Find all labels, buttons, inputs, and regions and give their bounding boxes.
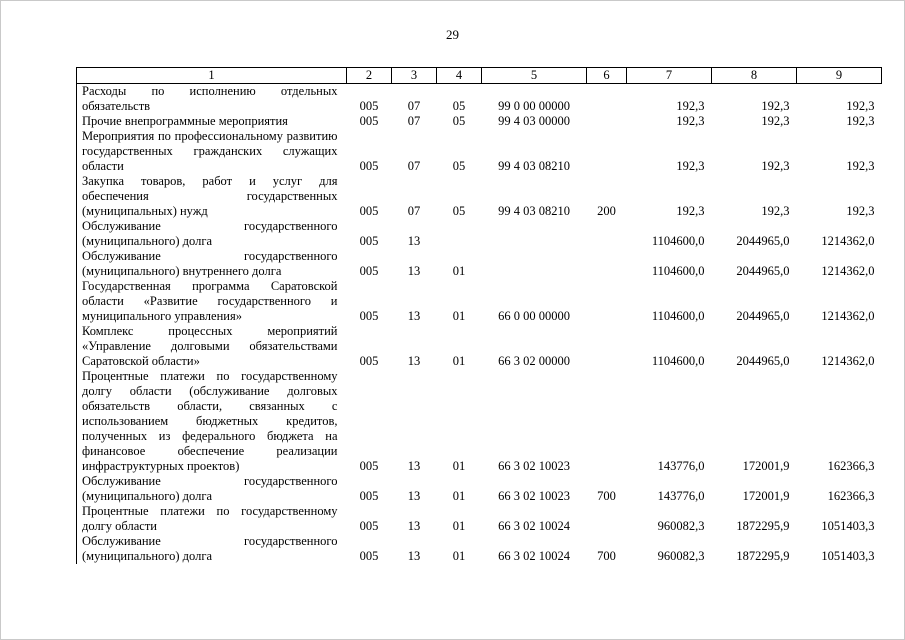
table-row <box>77 84 882 115</box>
table-row <box>77 219 882 249</box>
row-value-cell: 1051403,3 <box>821 519 875 533</box>
row-title-cell: Обслуживание государственного (муниципального) внутреннего долга <box>77 249 347 279</box>
row-value-cell: 005 <box>359 519 379 533</box>
column-header-6: 6 <box>587 68 627 84</box>
row-value-cell: 01 <box>452 309 466 323</box>
row-value-cell: 1872295,9 <box>736 519 790 533</box>
row-value-cell: 13 <box>407 459 421 473</box>
table-row <box>77 504 882 534</box>
table-row <box>77 324 882 369</box>
row-value-cell: 700 <box>597 549 616 563</box>
row-value-cell: 005 <box>359 309 379 323</box>
row-title-cell: Обслуживание государственного (муниципального) долга <box>77 534 347 564</box>
row-value-cell <box>482 249 587 279</box>
row-value-cell: 1214362,0 <box>821 264 875 278</box>
column-header-2: 2 <box>347 68 392 84</box>
row-value-cell <box>587 249 627 279</box>
row-value-cell: 192,3 <box>676 114 705 128</box>
row-title-cell: Комплекс процессных мероприятий «Управление долговыми обязательствами Саратовской области» <box>77 324 347 369</box>
row-title-cell: Прочие внепрограммные мероприятия <box>77 114 347 129</box>
row-value-cell: 192,3 <box>846 159 875 173</box>
row-value-cell: 1104600,0 <box>651 234 705 248</box>
row-value-cell: 13 <box>407 309 421 323</box>
row-value-cell: 66 3 02 10023 <box>498 459 570 473</box>
table-row <box>77 534 882 564</box>
row-value-cell: 700 <box>597 489 616 503</box>
table-header <box>77 68 882 84</box>
row-value-cell: 005 <box>359 234 379 248</box>
table-row <box>77 474 882 504</box>
row-value-cell: 192,3 <box>846 114 875 128</box>
column-header-3: 3 <box>392 68 437 84</box>
row-value-cell <box>587 324 627 369</box>
row-value-cell: 172001,9 <box>742 459 790 473</box>
row-value-cell: 07 <box>407 99 421 113</box>
row-value-cell: 13 <box>407 519 421 533</box>
row-value-cell: 192,3 <box>846 99 875 113</box>
row-title-cell: Обслуживание государственного (муниципального) долга <box>77 219 347 249</box>
row-value-cell: 005 <box>359 99 379 113</box>
row-value-cell: 99 4 03 08210 <box>498 204 570 218</box>
row-title-cell: Расходы по исполнению отдельных обязательств <box>77 84 347 115</box>
row-value-cell: 162366,3 <box>827 459 875 473</box>
row-value-cell: 1214362,0 <box>821 354 875 368</box>
row-value-cell: 2044965,0 <box>736 234 790 248</box>
row-value-cell: 07 <box>407 204 421 218</box>
row-value-cell: 005 <box>359 159 379 173</box>
row-value-cell <box>482 219 587 249</box>
row-title-cell: Государственная программа Саратовской области «Развитие государственного и муниципального управления» <box>77 279 347 324</box>
row-value-cell: 005 <box>359 354 379 368</box>
row-value-cell <box>587 504 627 534</box>
row-value-cell: 1214362,0 <box>821 234 875 248</box>
row-value-cell: 01 <box>452 489 466 503</box>
table-row <box>77 174 882 219</box>
row-value-cell: 99 4 03 08210 <box>498 159 570 173</box>
row-title-cell: Мероприятия по профессиональному развитию государственных гражданских служащих области <box>77 129 347 174</box>
row-value-cell: 01 <box>452 459 466 473</box>
row-value-cell: 192,3 <box>676 99 705 113</box>
row-value-cell: 1104600,0 <box>651 354 705 368</box>
row-value-cell: 192,3 <box>676 204 705 218</box>
page-number: 29 <box>446 27 459 42</box>
row-value-cell: 01 <box>452 354 466 368</box>
row-value-cell: 2044965,0 <box>736 354 790 368</box>
row-value-cell <box>587 279 627 324</box>
row-value-cell: 07 <box>407 114 421 128</box>
row-value-cell: 192,3 <box>846 204 875 218</box>
table-row <box>77 129 882 174</box>
row-value-cell <box>587 219 627 249</box>
row-value-cell: 162366,3 <box>827 489 875 503</box>
column-header-8: 8 <box>712 68 797 84</box>
row-value-cell <box>587 114 627 129</box>
column-header-5: 5 <box>482 68 587 84</box>
row-value-cell: 66 3 02 10024 <box>498 519 570 533</box>
row-value-cell <box>437 219 482 249</box>
row-value-cell: 05 <box>452 204 466 218</box>
table-row <box>77 369 882 474</box>
row-title-cell: Процентные платежи по государственному долгу области (обслуживание долговых обязательств области, связанных с использованием бюджетных кредитов, полученных из федерального бюджета на финансовое обеспечение реализации инфраструктурных проектов) <box>77 369 347 474</box>
row-value-cell: 13 <box>407 264 421 278</box>
row-value-cell: 2044965,0 <box>736 309 790 323</box>
row-value-cell: 66 3 02 10024 <box>498 549 570 563</box>
table-row <box>77 279 882 324</box>
row-value-cell: 005 <box>359 549 379 563</box>
table-header-row <box>77 68 882 84</box>
row-value-cell <box>587 84 627 115</box>
row-value-cell: 200 <box>597 204 616 218</box>
column-header-7: 7 <box>627 68 712 84</box>
row-value-cell: 192,3 <box>761 114 790 128</box>
table-row <box>77 249 882 279</box>
row-value-cell: 66 3 02 00000 <box>498 354 570 368</box>
row-value-cell: 005 <box>359 459 379 473</box>
row-value-cell: 66 3 02 10023 <box>498 489 570 503</box>
row-value-cell: 005 <box>359 204 379 218</box>
row-value-cell: 99 0 00 00000 <box>498 99 570 113</box>
row-value-cell: 07 <box>407 159 421 173</box>
row-value-cell: 13 <box>407 234 421 248</box>
row-value-cell: 05 <box>452 159 466 173</box>
row-value-cell: 1214362,0 <box>821 309 875 323</box>
budget-table <box>76 67 882 564</box>
row-value-cell: 1872295,9 <box>736 549 790 563</box>
table-body <box>77 84 882 565</box>
row-value-cell: 960082,3 <box>657 519 705 533</box>
row-value-cell: 143776,0 <box>657 489 705 503</box>
row-value-cell: 192,3 <box>761 99 790 113</box>
row-value-cell: 01 <box>452 549 466 563</box>
column-header-9: 9 <box>797 68 882 84</box>
row-value-cell: 13 <box>407 489 421 503</box>
row-value-cell: 005 <box>359 264 379 278</box>
row-value-cell <box>587 129 627 174</box>
row-value-cell: 99 4 03 00000 <box>498 114 570 128</box>
row-value-cell: 960082,3 <box>657 549 705 563</box>
column-header-1: 1 <box>77 68 347 84</box>
row-value-cell: 13 <box>407 354 421 368</box>
row-value-cell: 192,3 <box>761 159 790 173</box>
row-value-cell: 005 <box>359 114 379 128</box>
row-value-cell: 1104600,0 <box>651 309 705 323</box>
row-value-cell: 05 <box>452 114 466 128</box>
row-title-cell: Закупка товаров, работ и услуг для обеспечения государственных (муниципальных) нужд <box>77 174 347 219</box>
row-value-cell: 05 <box>452 99 466 113</box>
row-value-cell: 192,3 <box>761 204 790 218</box>
row-title-cell: Обслуживание государственного (муниципального) долга <box>77 474 347 504</box>
row-value-cell: 01 <box>452 519 466 533</box>
row-value-cell: 005 <box>359 489 379 503</box>
row-title-cell: Процентные платежи по государственному долгу области <box>77 504 347 534</box>
row-value-cell: 1051403,3 <box>821 549 875 563</box>
table-row <box>77 114 882 129</box>
row-value-cell: 192,3 <box>676 159 705 173</box>
row-value-cell <box>587 369 627 474</box>
column-header-4: 4 <box>437 68 482 84</box>
row-value-cell: 13 <box>407 549 421 563</box>
row-value-cell: 66 0 00 00000 <box>498 309 570 323</box>
row-value-cell: 2044965,0 <box>736 264 790 278</box>
row-value-cell: 172001,9 <box>742 489 790 503</box>
row-value-cell: 143776,0 <box>657 459 705 473</box>
row-value-cell: 1104600,0 <box>651 264 705 278</box>
row-value-cell: 01 <box>452 264 466 278</box>
